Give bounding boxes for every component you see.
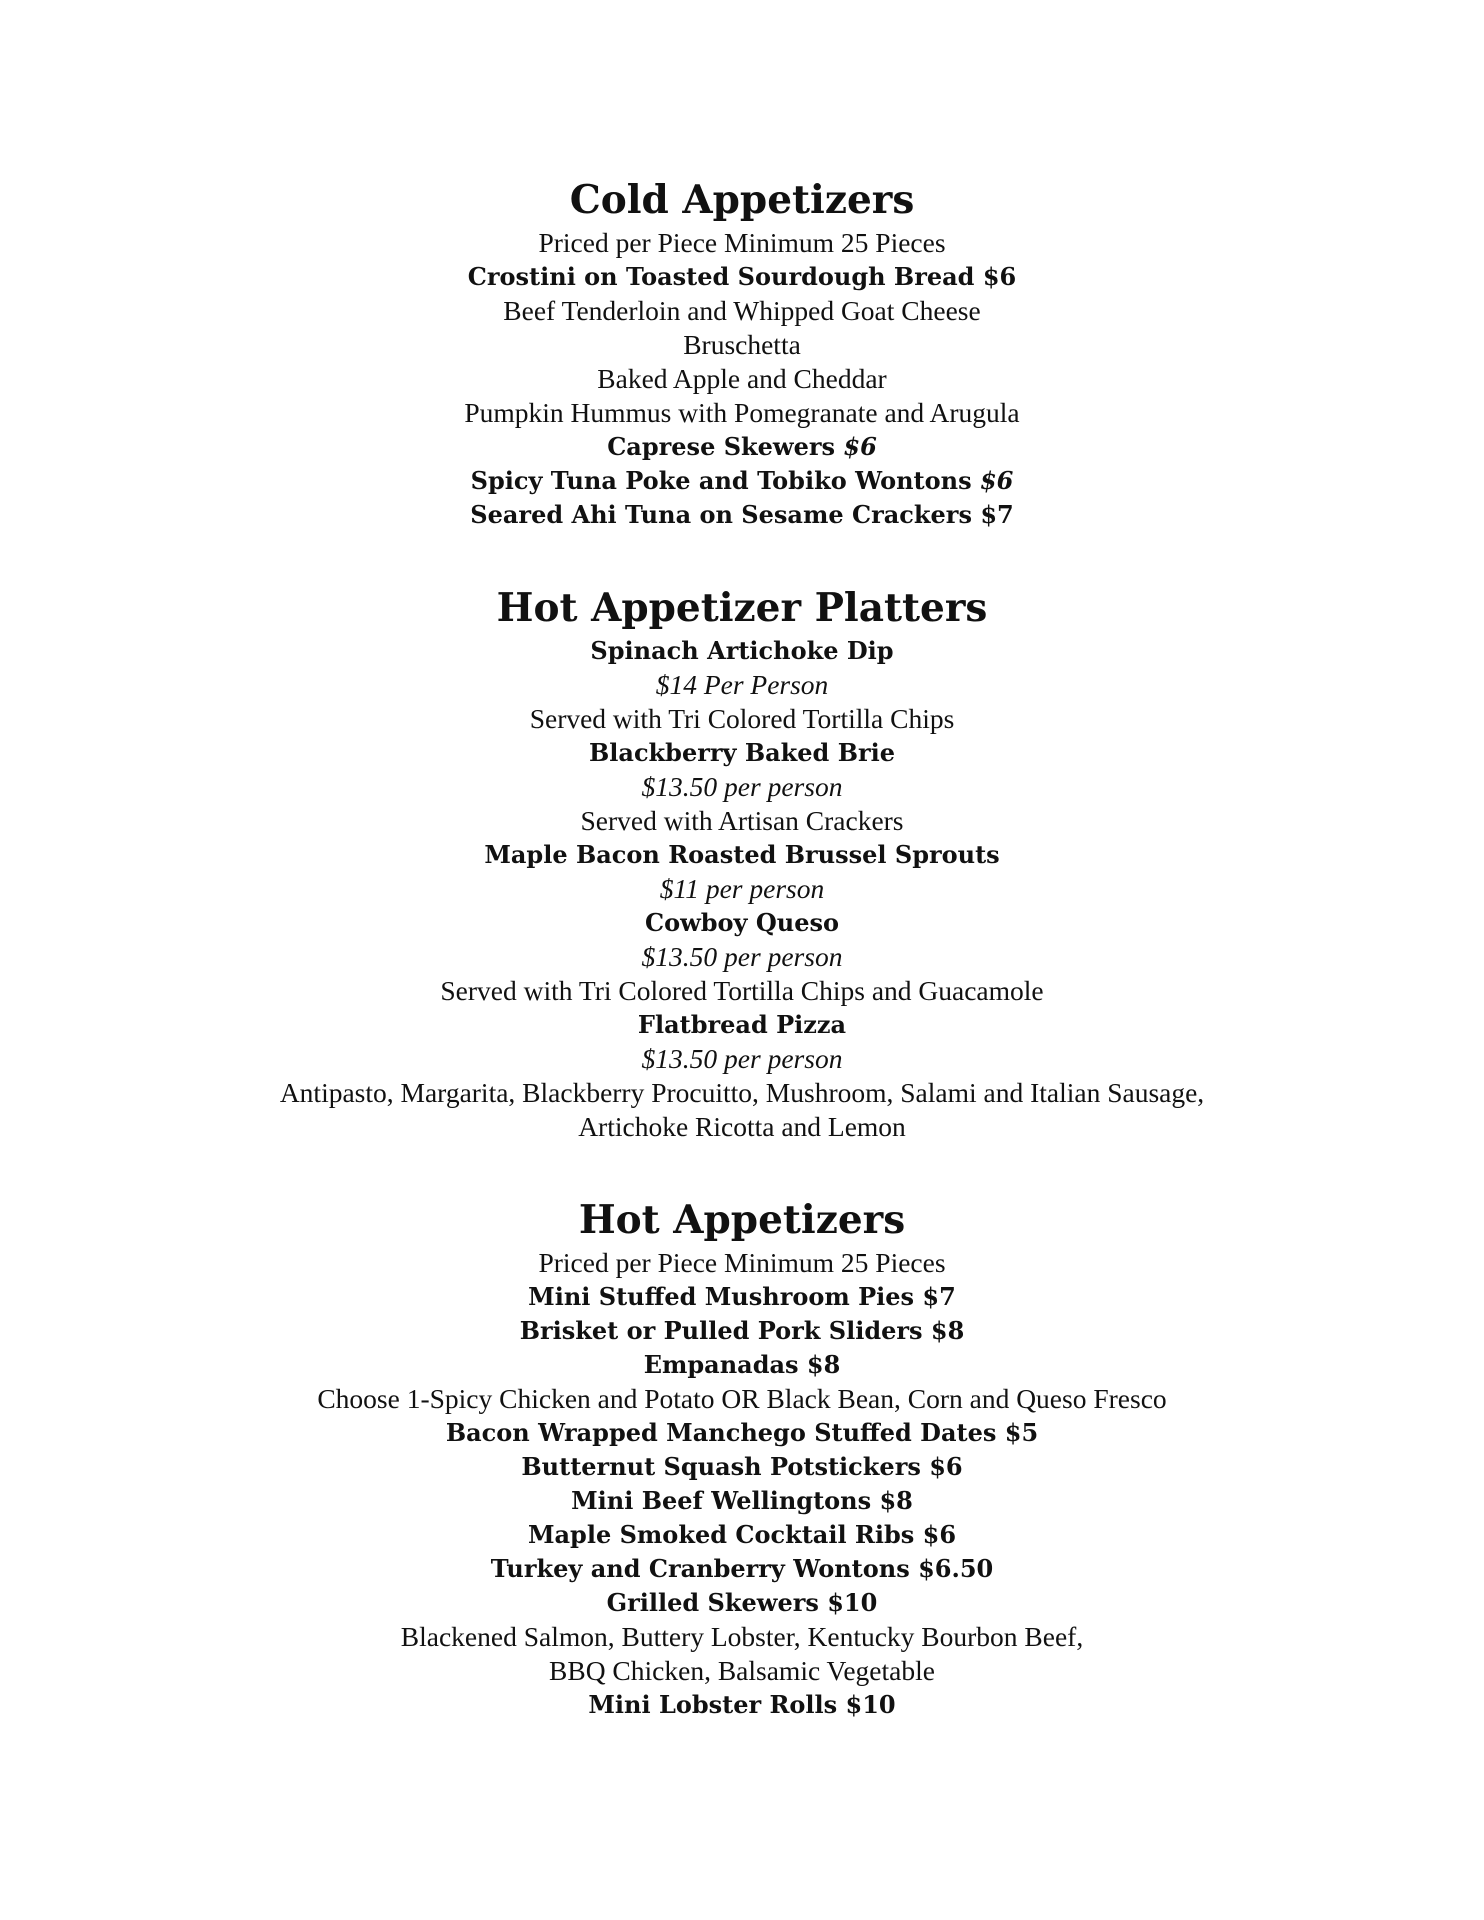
platter-price: $14 Per Person	[655, 669, 829, 700]
platter-name: Cowboy Queso	[644, 908, 839, 937]
poke-price: $6	[979, 466, 1014, 495]
platter-price: $13.50 per person	[641, 771, 843, 802]
hot-item-note: Choose 1-Spicy Chicken and Potato OR Black Bean, Corn and Queso Fresco	[317, 1383, 1167, 1414]
ahi-name: Seared Ahi Tuna on Sesame Crackers	[470, 500, 972, 529]
cold-appetizers-section	[0, 174, 1484, 532]
hot-item: Mini Beef Wellingtons $8	[571, 1486, 913, 1515]
crostini-item	[0, 260, 1484, 294]
hot-item: Empanadas $8	[643, 1350, 841, 1379]
crostini-option: Pumpkin Hummus with Pomegranate and Arugula	[464, 397, 1020, 428]
platter-price: $13.50 per person	[641, 941, 843, 972]
ahi-item	[0, 498, 1484, 532]
crostini-name: Crostini on Toasted Sourdough Bread	[467, 262, 975, 291]
cold-subtitle: Priced per Piece Minimum 25 Pieces	[538, 227, 946, 258]
hot-item: Mini Stuffed Mushroom Pies $7	[528, 1282, 956, 1311]
crostini-option: Baked Apple and Cheddar	[597, 363, 887, 394]
cold-appetizers-heading: Cold Appetizers	[569, 177, 915, 223]
platter-price: $13.50 per person	[641, 1043, 843, 1074]
hot-item-note: Blackened Salmon, Buttery Lobster, Kentucky Bourbon Beef,	[400, 1621, 1084, 1652]
hot-item-note: BBQ Chicken, Balsamic Vegetable	[549, 1655, 935, 1686]
platter-note: Served with Artisan Crackers	[580, 805, 904, 836]
hot-platters-section	[0, 582, 1484, 1144]
hot-subtitle: Priced per Piece Minimum 25 Pieces	[538, 1247, 946, 1278]
platter-note: Served with Tri Colored Tortilla Chips	[529, 703, 955, 734]
caprese-item	[0, 430, 1484, 464]
poke-item	[0, 464, 1484, 498]
hot-item: Brisket or Pulled Pork Sliders $8	[519, 1316, 965, 1345]
platter-name: Maple Bacon Roasted Brussel Sprouts	[484, 840, 1000, 869]
platter-price: $11 per person	[659, 873, 825, 904]
hot-item: Butternut Squash Potstickers $6	[521, 1452, 963, 1481]
hot-item: Turkey and Cranberry Wontons $6.50	[490, 1554, 994, 1583]
platter-name: Spinach Artichoke Dip	[590, 636, 894, 665]
crostini-price: $6	[982, 262, 1017, 291]
hot-item: Mini Lobster Rolls $10	[588, 1690, 896, 1719]
crostini-option: Bruschetta	[683, 329, 801, 360]
hot-appetizers-heading: Hot Appetizers	[578, 1197, 906, 1243]
platter-name: Blackberry Baked Brie	[588, 738, 896, 767]
hot-platters-heading: Hot Appetizer Platters	[496, 585, 988, 631]
hot-item: Maple Smoked Cocktail Ribs $6	[527, 1520, 957, 1549]
hot-item: Grilled Skewers $10	[606, 1588, 878, 1617]
platter-note: Artichoke Ricotta and Lemon	[578, 1111, 906, 1142]
platter-note: Antipasto, Margarita, Blackberry Procuitto, Mushroom, Salami and Italian Sausage,	[279, 1077, 1205, 1108]
caprese-name: Caprese Skewers	[607, 432, 836, 461]
hot-appetizers-section	[0, 1194, 1484, 1722]
platter-name: Flatbread Pizza	[637, 1010, 847, 1039]
poke-name: Spicy Tuna Poke and Tobiko Wontons	[470, 466, 972, 495]
platter-note: Served with Tri Colored Tortilla Chips and Guacamole	[440, 975, 1044, 1006]
crostini-option: Beef Tenderloin and Whipped Goat Cheese	[503, 295, 981, 326]
ahi-price: $7	[980, 500, 1014, 529]
caprese-price: $6	[843, 432, 877, 461]
hot-item: Bacon Wrapped Manchego Stuffed Dates $5	[445, 1418, 1039, 1447]
